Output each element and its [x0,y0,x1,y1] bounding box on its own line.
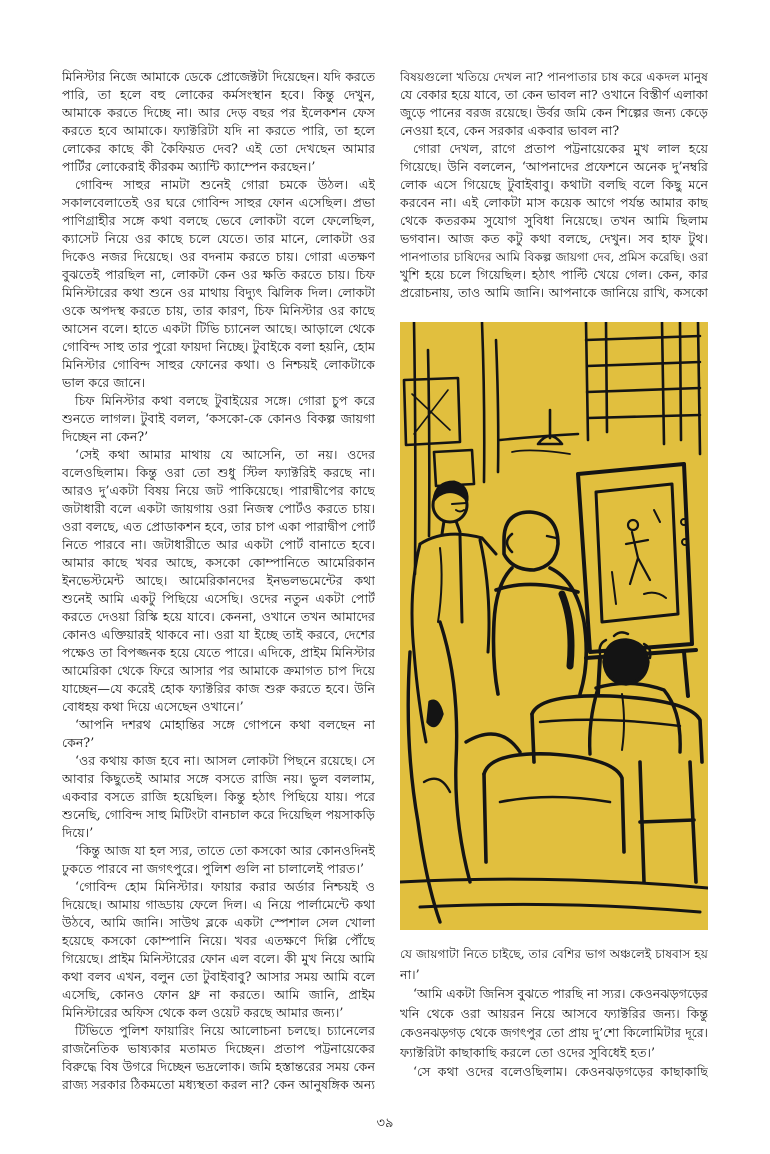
text-line: আমাকে করতে দিচ্ছে না। আর দেড় বছর পর ইলেকশন ফেস [62,105,375,120]
text-line: মিনিস্টারের অফিস থেকে কল ওয়েট করছে আমার জন্য।’ [62,1005,344,1020]
text-line: এসেছি, কোনও ফোন থ্রু না করতে। আমি জানি, প্রাইম [62,987,375,1002]
text-line: করতে হবে আমাকে। ফ্যাক্টরিটা যদি না করতে পারি, তা হলে [62,123,375,138]
text-line: বুঝতেই পারছিল না, লোকটা কেন ওর ক্ষতি করতে চায়। চিফ [62,267,375,282]
text-line: আসেন বলে। হাতে একটা টিভি চ্যানেল আছে। আড়ালে থেকে [62,321,375,336]
text-line: লোক এসে গিয়েছে টুবাইবাবু। কথাটা বলছি বলে কিছু মনে [400,177,708,192]
text-line: পাণিগ্রাহীর সঙ্গে কথা বলছে ভেবে লোকটা বলে ফেলেছিল, [62,213,375,228]
foreground-figure [408,622,520,922]
text-line: কেন?’ [62,735,95,750]
right-column-bottom [400,945,708,1082]
text-line: খুশি হয়ে চলে গিয়েছিল। হঠাৎ পাল্টি খেয়ে গেল। কেন, কার [400,267,708,282]
text-line: যাচ্ছেন—যে করেই হোক ফ্যাক্টরির কাজ শুরু করতে হবে। উনি [62,681,375,696]
text-line: শুনতে লাগল। টুবাই বলল, ‘কসকো-কে কোনও বিকল্প জায়গা [62,411,375,426]
text-line: দিচ্ছেন না কেন?’ [62,429,149,444]
text-line: ঢুকতে পারবে না জগৎপুরে। পুলিশ গুলি না চালালেই পারত।’ [62,861,365,876]
text-line: করবেন না। এই লোকটা মাস কয়েক আগে পর্যন্ত আমার কাছ [400,195,708,210]
text-line: কোনও এক্তিয়ারই থাকবে না। ওরা যা ইচ্ছে তাই করবে, দেশের [62,627,375,642]
illustration [400,322,708,930]
text-line: ‘সে কথা ওদের বলেওছিলাম। কেওনঝড়গড়ের কাছাকাছি [413,1064,708,1079]
text-line: দিকেও নজর দিয়েছে। ওর বদনাম করতে চায়। গোরা এতক্ষণ [62,249,375,264]
text-line: দিয়েছে। আমায় গাড্ডায় ফেলে দিল। এ নিয়ে পার্লামেন্টে কথা [62,897,375,912]
text-line: বলেওছিলাম। কিন্তু ওরা তো শুধু স্টিল ফ্যাক্টরিই করছে না। [62,465,375,480]
right-column-top [400,68,708,302]
text-line: কেওনঝড়গড় থেকে জগৎপুর তো প্রায় দু’শো কিলোমিটার দূরে। [400,1025,708,1040]
text-line: যে জায়গাটা নিতে চাইছে, তার বেশির ভাগ অঞ্চলেই চাষবাস হয় [400,947,708,961]
text-line: ‘আপনি দশরথ মোহান্তির সঙ্গে গোপনে কথা বলছেন না [75,717,375,732]
page-number: ৩৯ [376,1116,394,1131]
text-line: যে বেকার হয়ে যাবে, তা কেন ভাবল না? ওখানে বিস্তীর্ণ এলাকা [400,87,708,102]
text-line: জুড়ে পানের বরজ রয়েছে। উর্বর জমি কেন শিল্পের জন্য কেড়ে [400,105,708,120]
text-line: লোকের কাছে কী কৈফিয়ত দেব? এই তো দেখছেন আমার [62,141,375,156]
text-line: উঠবে, আমি জানি। সাউথ ব্লকে একটা স্পেশাল সেল খোলা [62,915,375,930]
text-line: বিষয়গুলো খতিয়ে দেখল না? পানপাতার চাষ করে একদল মানুষ [400,70,708,84]
text-line: ইনভেস্টমেন্ট আছে। আমেরিকানদের ইনভলভমেন্টের কথা [62,573,375,588]
text-line: ওরা বলছে, এত প্রোডাকশন হবে, তার চাপ একা পারাদ্বীপ পোর্ট [62,519,375,534]
text-line: রাজনৈতিক ভাষ্যকার মতামত দিচ্ছেন। প্রতাপ পট্টনায়েকের [62,1041,375,1056]
text-line: রাজ্য সরকার ঠিকমতো মধ্যস্থতা করল না? কেন আনুষঙ্গিক অন্য [62,1077,375,1092]
text-line: নেওয়া হবে, কেন সরকার একবার ভাবল না? [400,123,620,138]
text-line: চিফ মিনিস্টার কথা বলছে টুবাইয়ের সঙ্গে। গোরা চুপ করে [75,393,375,408]
text-line: থেকে কতরকম সুযোগ সুবিধা নিয়েছে। তখন আমি ছিলাম [400,213,708,228]
text-line: করতে দেওয়া রিস্কি হয়ে যাবে। কেননা, ওখানে তখন আমাদের [62,609,375,624]
text-line: টিভিতে পুলিশ ফায়ারিং নিয়ে আলোচনা চলছে। চ্যানেলের [75,1023,375,1038]
text-line: গিয়েছে। উনি বললেন, ‘আপনাদের প্রফেশনে অনেক দু’নম্বরি [400,159,708,174]
text-line: ফ্যাক্টরিটা কাছাকাছি করলে তো ওদের সুবিধেই হত।’ [400,1044,656,1060]
text-line: গোবিন্দ সাহুর নামটা শুনেই গোরা চমকে উঠল। এই [75,177,375,192]
chairs [484,696,702,882]
text-line: ভাল করে জানে। [62,375,146,390]
text-line: বিরুদ্ধে বিষ উগরে দিচ্ছেন ভদ্রলোক। জমি হস্তান্তরের সময় কেন [62,1059,375,1074]
text-line: ক্যাসেট নিয়ে ওর কাছে চলে যেতে। তার মানে, লোকটা ওর [62,231,375,246]
text-line: ‘আমি একটা জিনিস বুঝতে পারছি না স্যর। কেওনঝড়গড়ের [413,986,708,1001]
text-line: পার্টির লোকেরাই কীরকম অ্যান্টি ক্যাম্পেন করছেন।’ [62,159,316,174]
text-line: ‘সেই কথা আমার মাথায় যে আসেনি, তা নয়। ওদের [75,447,375,462]
text-line: আরও দু’একটা বিষয় নিয়ে জট পাকিয়েছে। পারাদ্বীপের কাছে [62,483,375,498]
text-line: জটাধারী বলে একটা জায়গায় ওরা নিজস্ব পোর্টও করতে চায়। [62,501,375,516]
bald-man [494,512,587,694]
text-line: বোধহয় কথা দিয়ে এসেছেন ওখানে।’ [62,699,244,714]
text-line: ‘গোবিন্দ হোম মিনিস্টার। ফায়ার করার অর্ডার নিশ্চয়ই ও [75,879,375,894]
text-line: পারি, তা হলে বহু লোকের কর্মসংস্থান হবে। কিন্তু দেখুন, [62,87,375,102]
text-line: ভগবান। আজ কত কটু কথা বলছে, দেখুন। সব হাফ টুথ। [400,231,708,246]
table-edge [400,879,708,912]
text-line: প্ররোচনায়, তাও আমি জানি। আপনাকে জানিয়ে রাখি, কসকো [400,285,708,300]
text-line: শুনেছি, গোবিন্দ সাহু মিটিংটা বানচাল করে দিয়েছিল পয়সাকড়ি [62,807,375,822]
text-line: গোরা দেখল, রাগে প্রতাপ পট্টনায়েকের মুখ লাল হয়ে [413,141,708,156]
text-line: পক্ষেও তা বিপজ্জনক হয়ে যেতে পারে। এদিকে, প্রাইম মিনিস্টার [62,645,375,660]
text-line: না।’ [400,966,420,982]
text-line: গিয়েছে। প্রাইম মিনিস্টারের ফোন এল বলে। কী মুখ নিয়ে আমি [62,951,375,966]
text-line: পানপাতার চাষিদের আমি বিকল্প জায়গা দেব, প্রমিস করেছি। ওরা [400,250,708,264]
text-line: আমার কাছে খবর আছে, কসকো কোম্পানিতে আমেরিকান [62,555,375,570]
text-line: কথা বলব এখন, বলুন তো টুবাইবাবু? আসার সময় আমি বলে [62,969,375,984]
text-line: গোবিন্দ সাহু তার পুরো ফায়দা নিচ্ছে। টুবাইকে বলা হয়নি, হোম [62,339,375,354]
text-line: সকালবেলাতেই ওর ঘরে গোবিন্দ সাহুর ফোন এসেছিল। প্রভা [62,195,375,210]
text-line: দিয়ে।’ [62,825,94,840]
text-line: ‘ওর কথায় কাজ হবে না। আসল লোকটা পিছনে রয়েছে। সে [75,753,375,768]
text-line: শুনেই আমি একটু পিছিয়ে এসেছি। ওদের নতুন একটা পোর্ট [62,591,375,606]
text-line: মিনিস্টার নিজে আমাকে ডেকে প্রোজেক্টটা দিয়েছেন। যদি করতে [62,69,375,84]
left-column [62,68,375,1094]
text-line: মিনিস্টার গোবিন্দ সাহুর ফোনের কথা। ও নিশ্চয়ই লোকটাকে [62,357,375,372]
text-line: আবার কিছুতেই আমার সঙ্গে বসতে রাজি নয়। ভুল বললাম, [62,771,375,786]
text-line: মিনিস্টারের কথা শুনে ওর মাথায় বিদ্যুৎ ঝিলিক দিল। লোকটা [62,285,375,300]
text-line: হয়েছে কসকো কোম্পানি নিয়ে। খবর এতক্ষণে দিল্লি পৌঁছে [62,933,375,948]
text-line: আমেরিকা থেকে ফিরে আসার পর আমাকে ক্রমাগত চাপ দিয়ে [62,663,375,678]
illustration-sketch [400,322,708,930]
text-line: খনি থেকে ওরা আয়রন নিয়ে আসবে ফ্যাক্টরির জন্য। কিন্তু [400,1005,708,1021]
text-line: একবার বসতে রাজি হয়েছিল। কিন্তু হঠাৎ পিছিয়ে যায়। পরে [62,789,375,804]
text-line: ‘কিন্তু আজ যা হল স্যর, তাতে তো কসকো আর কোনওদিনই [75,843,375,858]
text-line: নিতে পারবে না। জটাধারীতে আর একটা পোর্ট বানাতে হবে। [62,537,375,552]
text-line: ওকে অপদস্থ করতে চায়, তার কারণ, চিফ মিনিস্টার ওর কাছে [62,303,375,318]
